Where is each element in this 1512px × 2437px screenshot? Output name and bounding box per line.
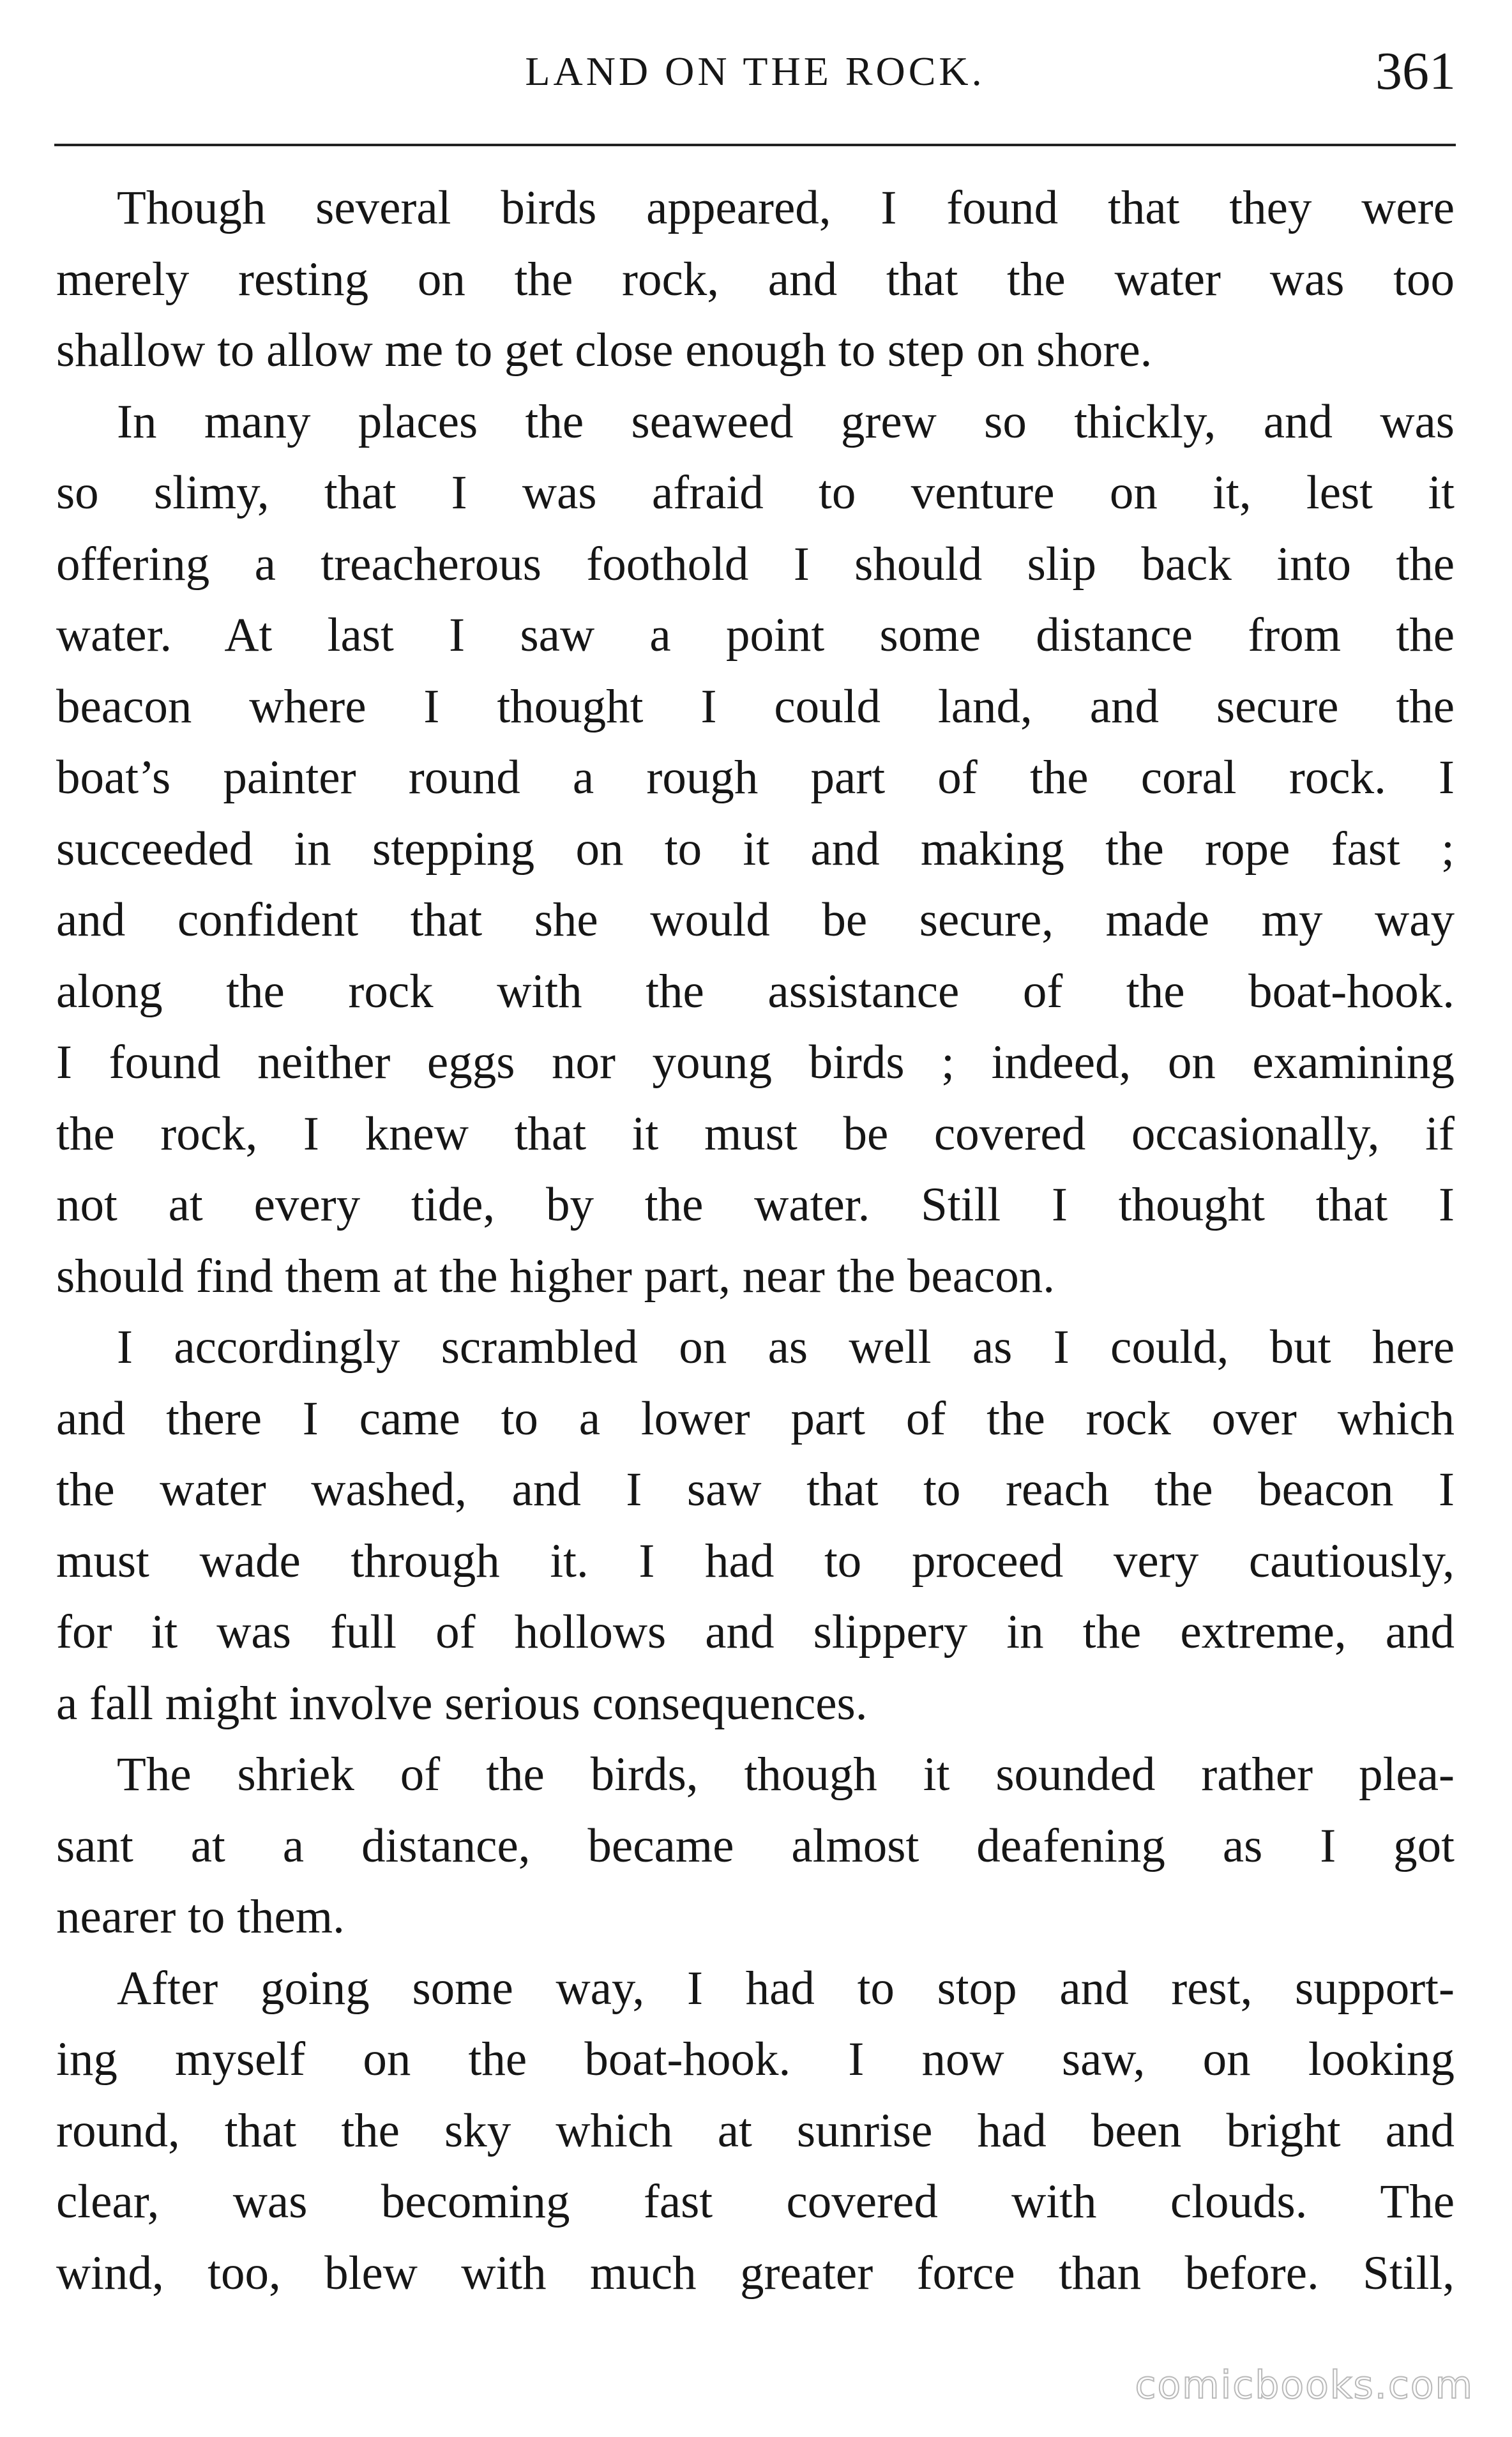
text-line: succeeded in stepping on to it and making the rope fast ; (56, 822, 1455, 876)
paragraph (56, 1953, 1455, 2309)
text-line: along the rock with the assistance of the boat-hook. (56, 964, 1455, 1018)
text-line: must wade through it. I had to proceed very cautiously, (56, 1534, 1455, 1588)
text-line: nearer to them. (56, 1890, 345, 1943)
text-line: and there I came to a lower part of the rock over which (56, 1392, 1455, 1445)
text-line: the rock, I knew that it must be covered occasionally, if (56, 1107, 1455, 1160)
text-line: sant at a distance, became almost deafening as I got (56, 1819, 1455, 1872)
text-line: so slimy, that I was afraid to venture on it, lest it (56, 466, 1455, 519)
text-line: merely resting on the rock, and that the water was too (56, 252, 1455, 306)
paragraph (56, 172, 1455, 386)
text-line: wind, too, blew with much greater force than before. Still, (56, 2246, 1455, 2300)
text-line: round, that the sky which at sunrise had been bright and (56, 2104, 1455, 2157)
text-line: ing myself on the boat-hook. I now saw, on looking (56, 2033, 1455, 2086)
running-title: LAND ON THE ROCK. (525, 49, 985, 94)
paragraph (56, 386, 1455, 1312)
text-line: not at every tide, by the water. Still I thought that I (56, 1178, 1455, 1231)
text-line: After going some way, I had to stop and rest, support- (117, 1961, 1455, 2015)
text-line: I found neither eggs nor young birds ; indeed, on examining (56, 1036, 1455, 1089)
text-line: I accordingly scrambled on as well as I could, but here (117, 1321, 1455, 1374)
text-line: Though several birds appeared, I found that they were (117, 181, 1455, 234)
text-line: boat’s painter round a rough part of the coral rock. I (56, 751, 1455, 804)
page-number: 361 (1375, 42, 1456, 101)
running-head (54, 42, 1456, 121)
watermark: comicbooks.com (1135, 2363, 1474, 2408)
text-line: water. At last I saw a point some distance from the (56, 609, 1455, 662)
text-line: and confident that she would be secure, made my way (56, 893, 1455, 946)
text-line: shallow to allow me to get close enough to step on shore. (56, 324, 1153, 377)
text-line: The shriek of the birds, though it sounded rather plea- (117, 1748, 1455, 1801)
text-line: a fall might involve serious consequences. (56, 1676, 868, 1730)
body-text (56, 172, 1455, 2309)
text-line: should find them at the higher part, near the beacon. (56, 1249, 1055, 1303)
text-line: clear, was becoming fast covered with clouds. The (56, 2175, 1455, 2228)
header-rule (54, 144, 1456, 146)
text-line: for it was full of hollows and slippery in the extreme, and (56, 1606, 1455, 1659)
text-line: beacon where I thought I could land, and secure the (56, 679, 1455, 733)
paragraph (56, 1739, 1455, 1953)
text-line: offering a treacherous foothold I should slip back into the (56, 537, 1455, 591)
text-line: the water washed, and I saw that to reach the beacon I (56, 1463, 1455, 1516)
paragraph (56, 1312, 1455, 1739)
text-line: In many places the seaweed grew so thickly, and was (117, 395, 1455, 448)
